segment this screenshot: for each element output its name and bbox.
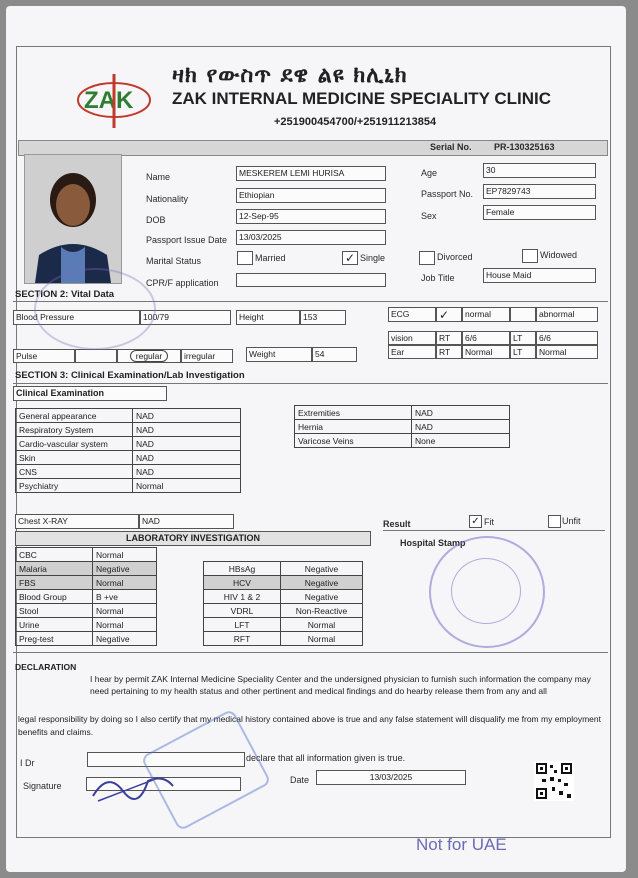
marital-status-label: Marital Status (146, 256, 202, 266)
widowed-checkbox[interactable] (522, 249, 538, 263)
table-row: RFT Normal (204, 632, 363, 646)
table-row: Respiratory System NAD (16, 423, 241, 437)
lab-left-table (15, 547, 157, 646)
medical-form-page (6, 6, 626, 872)
ecg-abnormal-label: abnormal (536, 307, 598, 322)
chest-xray-field[interactable]: NAD (139, 514, 234, 529)
ear-lt-label: LT (510, 345, 536, 359)
clinical-right-table (294, 405, 510, 448)
idr-label: I Dr (20, 758, 35, 768)
clinical-left-table (15, 408, 241, 493)
table-row: HCV Negative (204, 576, 363, 590)
single-checkbox[interactable]: ✓ (342, 251, 358, 265)
table-row: VDRL Non-Reactive (204, 604, 363, 618)
age-label: Age (421, 168, 438, 178)
ear-rt-value[interactable]: Normal (462, 345, 510, 359)
serial-value: PR-130325163 (494, 142, 555, 152)
divorced-label: Divorced (437, 252, 473, 262)
table-row: Cardio-vascular system NAD (16, 437, 241, 451)
date-label: Date (290, 775, 310, 785)
lab-heading: LABORATORY INVESTIGATION (15, 531, 371, 546)
section-3-heading: SECTION 3: Clinical Examination/Lab Investigation (15, 370, 245, 381)
ecg-label: ECG (388, 307, 436, 322)
issue-date-field[interactable]: 13/03/2025 (236, 230, 386, 245)
passport-label: Passport No. (421, 189, 474, 199)
sex-field[interactable]: Female (483, 205, 596, 220)
job-title-label: Job Title (421, 273, 455, 283)
cpr-field[interactable] (236, 273, 386, 287)
table-row: Urine Normal (16, 618, 157, 632)
signature-label: Signature (23, 781, 62, 791)
table-row: Preg-test Negative (16, 632, 157, 646)
idr-declare-text: declare that all information given is true. (246, 753, 406, 763)
table-row: Extremities NAD (295, 406, 510, 420)
ear-label: Ear (388, 345, 436, 359)
qr-code-icon (534, 761, 574, 801)
hospital-stamp-label: Hospital Stamp (400, 538, 466, 548)
regular-circle: regular (130, 350, 168, 362)
table-row: Stool Normal (16, 604, 157, 618)
clinic-phones: +251900454700/+251911213854 (274, 116, 437, 128)
ear-lt-value[interactable]: Normal (536, 345, 598, 359)
chest-xray-label: Chest X-RAY (15, 514, 139, 529)
table-row: General appearance NAD (16, 409, 241, 423)
sex-label: Sex (421, 211, 437, 221)
vision-rt-value[interactable]: 6/6 (462, 331, 510, 345)
not-for-uae-note: Not for UAE (416, 835, 507, 854)
ecg-abnormal-check[interactable] (510, 307, 536, 322)
married-label: Married (255, 253, 286, 263)
single-label: Single (360, 253, 386, 263)
widowed-label: Widowed (540, 250, 578, 260)
pulse-field[interactable] (75, 349, 117, 363)
ecg-normal-check[interactable]: ✓ (436, 307, 462, 322)
fit-checkbox[interactable]: ✓ (469, 515, 482, 528)
bp-label: Blood Pressure (13, 310, 140, 325)
table-row: LFT Normal (204, 618, 363, 632)
weight-label: Weight (246, 347, 312, 362)
unfit-label: Unfit (562, 516, 581, 526)
faded-stamp-icon (34, 268, 156, 350)
pulse-label: Pulse (13, 349, 75, 363)
section-2-heading: SECTION 2: Vital Data (15, 289, 115, 300)
height-label: Height (236, 310, 300, 325)
declaration-heading: DECLARATION (15, 662, 77, 672)
table-row: CNS NAD (16, 465, 241, 479)
declaration-text-1: I hear by permit ZAK Internal Medicine Speciality Center and the undersigned physician to furnish such information the company may need pertaining to my health status and other pertinent and medical findings and do hearby release them from any and all (90, 674, 591, 696)
table-row: Skin NAD (16, 451, 241, 465)
bp-field[interactable]: 100/79 (140, 310, 231, 325)
nationality-label: Nationality (146, 194, 189, 204)
applicant-photo (24, 154, 122, 284)
table-row: Blood Group B +ve (16, 590, 157, 604)
result-label: Result (383, 519, 411, 529)
clinic-title: ZAK INTERNAL MEDICINE SPECIALITY CLINIC (172, 89, 552, 108)
result-divider (383, 530, 605, 531)
pulse-irregular-option[interactable]: irregular (181, 349, 233, 363)
age-field[interactable]: 30 (483, 163, 596, 178)
dob-label: DOB (146, 215, 166, 225)
hospital-stamp-icon (429, 536, 545, 648)
vision-lt-label: LT (510, 331, 536, 345)
table-row: CBC Normal (16, 548, 157, 562)
clinical-exam-heading: Clinical Examination (13, 386, 167, 401)
dob-field[interactable]: 12-Sep-95 (236, 209, 386, 224)
name-label: Name (146, 172, 171, 182)
vision-rt-label: RT (436, 331, 462, 345)
ecg-normal-label: normal (462, 307, 510, 322)
weight-field[interactable]: 54 (312, 347, 357, 362)
table-row: Hernia NAD (295, 420, 510, 434)
nationality-field[interactable]: Ethiopian (236, 188, 386, 203)
cpr-label: CPR/F application (146, 278, 219, 288)
height-field[interactable]: 153 (300, 310, 346, 325)
logo-text: ZAK (84, 87, 134, 114)
serial-label: Serial No. (430, 142, 472, 152)
table-row: Psychiatry Normal (16, 479, 241, 493)
table-row: HIV 1 & 2 Negative (204, 590, 363, 604)
date-field[interactable]: 13/03/2025 (316, 770, 466, 785)
section-divider (13, 383, 608, 384)
issue-date-label: Passport Issue Date (146, 235, 228, 245)
pulse-regular-option[interactable] (117, 349, 181, 363)
passport-field[interactable]: EP7829743 (483, 184, 596, 199)
declaration-text-2: legal responsibility by doing so I also certify that my medical history contained above is true and any false statement will disqualify me from my employment benefits and claims. (18, 714, 601, 737)
fit-label: Fit (484, 517, 494, 527)
table-row: Varicose Veins None (295, 434, 510, 448)
amharic-title: ዛክ የውስጥ ደዌ ልዩ ክሊኒክ (172, 63, 408, 88)
name-field[interactable]: MESKEREM LEMI HURISA (236, 166, 386, 181)
table-row: FBS Normal (16, 576, 157, 590)
unfit-checkbox[interactable] (548, 515, 561, 528)
vision-label: vision (388, 331, 436, 345)
section-divider (13, 652, 608, 653)
table-row: Malaria Negative (16, 562, 157, 576)
divorced-checkbox[interactable] (419, 251, 435, 265)
ear-rt-label: RT (436, 345, 462, 359)
vision-lt-value[interactable]: 6/6 (536, 331, 598, 345)
lab-right-table (203, 561, 363, 646)
person-silhouette-icon (25, 155, 121, 283)
married-checkbox[interactable] (237, 251, 253, 265)
table-row: HBsAg Negative (204, 562, 363, 576)
job-title-field[interactable]: House Maid (483, 268, 596, 283)
